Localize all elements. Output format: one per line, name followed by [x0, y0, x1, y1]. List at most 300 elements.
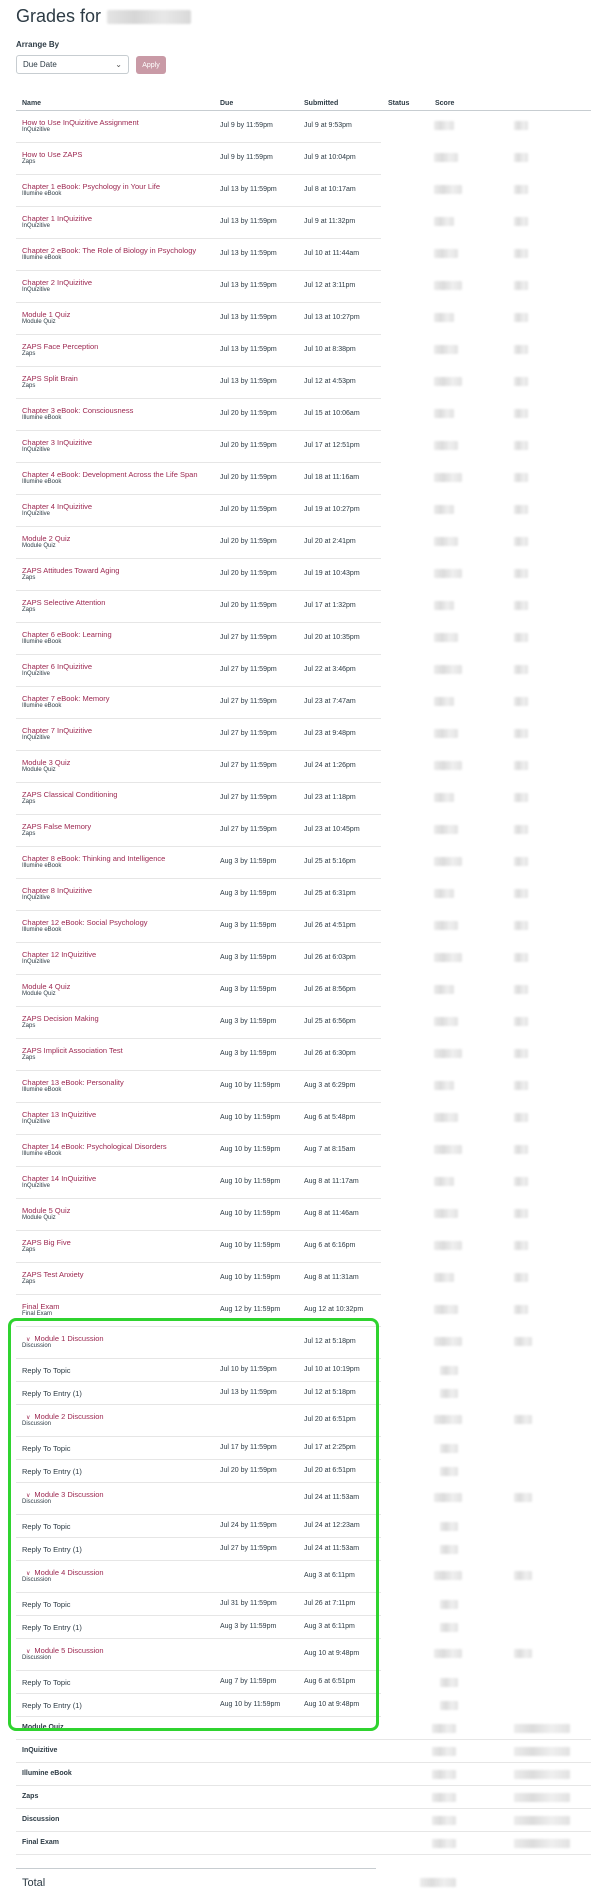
score-redacted — [440, 1444, 458, 1453]
assignment-link[interactable]: ZAPS Big Five — [22, 1238, 71, 1247]
submitted-date: Jul 26 at 8:56pm — [304, 986, 356, 993]
discussion-row — [16, 1639, 381, 1671]
column-header-score[interactable]: Score — [435, 100, 455, 107]
score-detail-redacted — [514, 1571, 532, 1580]
column-header-name[interactable]: Name — [22, 100, 42, 107]
assignment-link[interactable]: Module 5 Quiz — [22, 1206, 71, 1215]
discussion-link[interactable]: Module 2 Discussion — [34, 1412, 104, 1421]
due-date: Jul 13 by 11:59pm — [220, 186, 277, 193]
chevron-down-icon: ∨ — [26, 1571, 31, 1577]
assignment-row — [16, 847, 381, 879]
score-detail-redacted — [514, 313, 528, 322]
assignment-row — [16, 463, 381, 495]
submitted-date: Jul 12 at 5:18pm — [304, 1338, 356, 1345]
score-detail-redacted — [514, 761, 528, 770]
score-detail-redacted — [514, 1209, 528, 1218]
assignment-link[interactable]: Module 1 Quiz — [22, 310, 71, 319]
assignment-row — [16, 591, 381, 623]
chevron-down-icon: ∨ — [26, 1415, 31, 1421]
score-redacted — [434, 409, 454, 418]
score-detail-redacted — [514, 1145, 528, 1154]
assignment-type: Zaps — [22, 159, 36, 165]
score-redacted — [434, 953, 462, 962]
chevron-down-icon: ∨ — [26, 1493, 31, 1499]
column-header-submitted[interactable]: Submitted — [304, 100, 339, 107]
group-total-row — [16, 1717, 591, 1740]
due-date: Jul 13 by 11:59pm — [220, 346, 277, 353]
submitted-date: Aug 8 at 11:31am — [304, 1274, 359, 1281]
submitted-date: Jul 26 at 7:11pm — [304, 1600, 356, 1607]
group-score-redacted — [432, 1724, 456, 1733]
group-name: InQuizitive — [22, 1747, 58, 1754]
assignment-link[interactable]: Chapter 3 InQuizitive — [22, 438, 93, 447]
submitted-date: Aug 6 at 6:16pm — [304, 1242, 356, 1249]
assignment-type: InQuizitive — [22, 223, 51, 229]
arrange-by-label: Arrange By — [16, 40, 60, 49]
discussion-link[interactable]: Module 4 Discussion — [34, 1568, 104, 1577]
score-detail-redacted — [514, 1649, 532, 1658]
group-total-row — [16, 1786, 591, 1809]
score-redacted — [434, 377, 462, 386]
score-detail-redacted — [514, 1305, 528, 1314]
due-date: Jul 27 by 11:59pm — [220, 762, 277, 769]
due-date: Jul 27 by 11:59pm — [220, 826, 277, 833]
assignment-type: Zaps — [22, 799, 36, 805]
column-header-status[interactable]: Status — [388, 100, 410, 107]
due-date: Jul 20 by 11:59pm — [220, 410, 277, 417]
score-detail-redacted — [514, 441, 528, 450]
assignment-type: InQuizitive — [22, 959, 51, 965]
assignment-row — [16, 143, 381, 175]
score-redacted — [434, 889, 454, 898]
score-detail-redacted — [514, 665, 528, 674]
submitted-date: Jul 24 at 11:53am — [304, 1494, 360, 1501]
score-redacted — [440, 1522, 458, 1531]
score-detail-redacted — [514, 729, 528, 738]
discussion-row — [16, 1561, 381, 1593]
due-date: Jul 13 by 11:59pm — [220, 218, 277, 225]
assignment-link[interactable]: Chapter 12 eBook: Social Psychology — [22, 918, 148, 927]
discussion-entry-row — [16, 1437, 381, 1460]
discussion-entry-row — [16, 1515, 381, 1538]
score-redacted — [434, 217, 454, 226]
chevron-down-icon: ∨ — [26, 1337, 31, 1343]
submitted-date: Jul 24 at 11:53am — [304, 1545, 360, 1552]
discussion-toggle[interactable] — [26, 1568, 104, 1577]
due-date: Jul 13 by 11:59pm — [220, 282, 277, 289]
submitted-date: Jul 9 at 11:32pm — [304, 218, 356, 225]
discussion-toggle[interactable] — [26, 1646, 104, 1655]
submitted-date: Jul 9 at 9:53pm — [304, 122, 352, 129]
score-redacted — [434, 569, 462, 578]
due-date: Aug 3 by 11:59pm — [220, 890, 277, 897]
score-detail-redacted — [514, 1415, 532, 1424]
entry-label: Reply To Entry (1) — [22, 1545, 82, 1554]
score-detail-redacted — [514, 1241, 528, 1250]
due-date: Jul 9 by 11:59pm — [220, 122, 273, 129]
score-detail-redacted — [514, 953, 528, 962]
assignment-link[interactable]: ZAPS Decision Making — [22, 1014, 99, 1023]
assignment-type: InQuizitive — [22, 671, 51, 677]
group-percent-redacted — [514, 1724, 570, 1733]
score-detail-redacted — [514, 1049, 528, 1058]
group-name: Zaps — [22, 1793, 39, 1800]
submitted-date: Jul 24 at 1:26pm — [304, 762, 356, 769]
assignment-row — [16, 1007, 381, 1039]
assignment-row — [16, 495, 381, 527]
assignment-row — [16, 911, 381, 943]
page-title-text: Grades for — [16, 6, 102, 26]
score-redacted — [434, 345, 458, 354]
discussion-toggle[interactable] — [26, 1412, 104, 1421]
due-date: Jul 9 by 11:59pm — [220, 154, 273, 161]
assignment-row — [16, 1103, 381, 1135]
submitted-date: Jul 20 at 6:51pm — [304, 1467, 356, 1474]
due-date: Jul 13 by 11:59pm — [220, 250, 277, 257]
table-body — [16, 111, 591, 1717]
score-redacted — [434, 1209, 458, 1218]
submitted-date: Jul 23 at 7:47am — [304, 698, 356, 705]
assignment-type: Module Quiz — [22, 767, 56, 773]
assignment-link[interactable]: Chapter 6 InQuizitive — [22, 662, 93, 671]
assignment-link[interactable]: Final Exam — [22, 1302, 60, 1311]
due-date: Jul 24 by 11:59pm — [220, 1522, 277, 1529]
assignment-type: Zaps — [22, 1247, 36, 1253]
assignment-row — [16, 1135, 381, 1167]
entry-label: Reply To Topic — [22, 1600, 71, 1609]
submitted-date: Jul 25 at 6:31pm — [304, 890, 356, 897]
entry-label: Reply To Entry (1) — [22, 1467, 82, 1476]
group-total-row — [16, 1809, 591, 1832]
submitted-date: Jul 26 at 6:30pm — [304, 1050, 356, 1057]
due-date: Jul 20 by 11:59pm — [220, 570, 277, 577]
assignment-type: Illumine eBook — [22, 191, 62, 197]
submitted-date: Jul 13 at 10:27pm — [304, 314, 360, 321]
assignment-row — [16, 559, 381, 591]
page-title — [16, 6, 191, 27]
discussion-link[interactable]: Module 5 Discussion — [34, 1646, 104, 1655]
score-detail-redacted — [514, 793, 528, 802]
assignment-type: Module Quiz — [22, 1215, 56, 1221]
submitted-date: Jul 10 at 8:38pm — [304, 346, 356, 353]
chevron-down-icon: ∨ — [26, 1649, 31, 1655]
due-date: Aug 3 by 11:59pm — [220, 1623, 277, 1630]
due-date: Jul 13 by 11:59pm — [220, 378, 277, 385]
assignment-type: Zaps — [22, 1279, 36, 1285]
due-date: Aug 12 by 11:59pm — [220, 1306, 281, 1313]
assignment-link[interactable]: Chapter 12 InQuizitive — [22, 950, 97, 959]
score-redacted — [434, 921, 458, 930]
assignment-type: Discussion — [22, 1421, 52, 1427]
score-redacted — [434, 505, 454, 514]
assignment-row — [16, 719, 381, 751]
submitted-date: Aug 6 at 5:48pm — [304, 1114, 356, 1121]
discussion-entry-row — [16, 1538, 381, 1561]
due-date: Jul 20 by 11:59pm — [220, 602, 277, 609]
arrange-by-value: Due Date — [23, 60, 57, 69]
score-detail-redacted — [514, 185, 528, 194]
assignment-type: InQuizitive — [22, 735, 51, 741]
group-total-row — [16, 1832, 591, 1855]
entry-label: Reply To Topic — [22, 1522, 71, 1531]
score-detail-redacted — [514, 281, 528, 290]
assignment-row — [16, 431, 381, 463]
assignment-row — [16, 1199, 381, 1231]
score-redacted — [434, 1273, 454, 1282]
score-detail-redacted — [514, 1081, 528, 1090]
score-detail-redacted — [514, 1337, 532, 1346]
student-name-redacted — [107, 10, 191, 24]
score-redacted — [434, 1415, 462, 1424]
due-date: Aug 10 by 11:59pm — [220, 1210, 281, 1217]
assignment-row — [16, 303, 381, 335]
assignment-type: Illumine eBook — [22, 255, 62, 261]
group-percent-redacted — [514, 1839, 570, 1848]
submitted-date: Jul 15 at 10:06am — [304, 410, 360, 417]
assignment-link[interactable]: Chapter 14 eBook: Psychological Disorders — [22, 1142, 167, 1151]
score-redacted — [440, 1366, 458, 1375]
assignment-type: Illumine eBook — [22, 479, 62, 485]
assignment-link[interactable]: Chapter 4 eBook: Development Across the Life Span — [22, 470, 198, 479]
score-redacted — [440, 1600, 458, 1609]
submitted-date: Jul 8 at 10:17am — [304, 186, 356, 193]
discussion-entry-row — [16, 1460, 381, 1483]
score-redacted — [434, 249, 458, 258]
assignment-link[interactable]: Chapter 7 eBook: Memory — [22, 694, 110, 703]
group-total-row — [16, 1763, 591, 1786]
submitted-date: Jul 12 at 4:53pm — [304, 378, 356, 385]
assignment-link[interactable]: Chapter 3 eBook: Consciousness — [22, 406, 134, 415]
assignment-link[interactable]: ZAPS Implicit Association Test — [22, 1046, 123, 1055]
score-redacted — [434, 761, 462, 770]
due-date: Aug 3 by 11:59pm — [220, 858, 277, 865]
due-date: Aug 3 by 11:59pm — [220, 954, 277, 961]
assignment-link[interactable]: ZAPS Selective Attention — [22, 598, 106, 607]
assignment-link[interactable]: Chapter 8 InQuizitive — [22, 886, 93, 895]
score-detail-redacted — [514, 1493, 532, 1502]
score-redacted — [434, 985, 454, 994]
assignment-row — [16, 207, 381, 239]
submitted-date: Aug 6 at 6:51pm — [304, 1678, 356, 1685]
assignment-type: Illumine eBook — [22, 927, 62, 933]
assignment-type: InQuizitive — [22, 1183, 51, 1189]
assignment-link[interactable]: ZAPS Test Anxiety — [22, 1270, 84, 1279]
score-redacted — [434, 185, 462, 194]
assignment-link[interactable]: Chapter 1 InQuizitive — [22, 214, 93, 223]
due-date: Jul 17 by 11:59pm — [220, 1444, 277, 1451]
assignment-link[interactable]: ZAPS Face Perception — [22, 342, 99, 351]
assignment-link[interactable]: Module 4 Quiz — [22, 982, 71, 991]
assignment-link[interactable]: Chapter 1 eBook: Psychology in Your Life — [22, 182, 161, 191]
group-percent-redacted — [514, 1770, 570, 1779]
assignment-link[interactable]: ZAPS Split Brain — [22, 374, 78, 383]
assignment-link[interactable]: How to Use ZAPS — [22, 150, 83, 159]
discussion-row — [16, 1327, 381, 1359]
discussion-toggle[interactable] — [26, 1490, 104, 1499]
submitted-date: Jul 25 at 6:56pm — [304, 1018, 356, 1025]
score-detail-redacted — [514, 345, 528, 354]
assignment-row — [16, 975, 381, 1007]
assignment-type: Zaps — [22, 1023, 36, 1029]
assignment-type: Zaps — [22, 831, 36, 837]
group-percent-redacted — [514, 1816, 570, 1825]
assignment-link[interactable]: Chapter 4 InQuizitive — [22, 502, 93, 511]
group-score-redacted — [432, 1770, 456, 1779]
score-detail-redacted — [514, 857, 528, 866]
score-redacted — [434, 1241, 462, 1250]
due-date: Aug 3 by 11:59pm — [220, 1018, 277, 1025]
assignment-link[interactable]: Chapter 13 InQuizitive — [22, 1110, 97, 1119]
discussion-link[interactable]: Module 1 Discussion — [34, 1334, 104, 1343]
score-redacted — [434, 537, 458, 546]
submitted-date: Aug 10 at 9:48pm — [304, 1650, 360, 1657]
arrange-by-select[interactable] — [16, 55, 129, 74]
due-date: Aug 3 by 11:59pm — [220, 1050, 277, 1057]
score-detail-redacted — [514, 601, 528, 610]
assignment-type: Discussion — [22, 1655, 52, 1661]
assignment-row — [16, 367, 381, 399]
submitted-date: Jul 10 at 10:19pm — [304, 1366, 360, 1373]
score-redacted — [440, 1467, 458, 1476]
submitted-date: Jul 19 at 10:43pm — [304, 570, 360, 577]
assignment-type: Module Quiz — [22, 991, 56, 997]
due-date: Jul 20 by 11:59pm — [220, 474, 277, 481]
assignment-link[interactable]: Chapter 2 InQuizitive — [22, 278, 93, 287]
submitted-date: Jul 10 at 11:44am — [304, 250, 360, 257]
column-header-due[interactable]: Due — [220, 100, 234, 107]
submitted-date: Jul 22 at 3:46pm — [304, 666, 356, 673]
assignment-link[interactable]: Module 3 Quiz — [22, 758, 71, 767]
submitted-date: Jul 9 at 10:04pm — [304, 154, 356, 161]
assignment-row — [16, 751, 381, 783]
assignment-link[interactable]: How to Use InQuizitive Assignment — [22, 118, 139, 127]
group-score-redacted — [432, 1839, 456, 1848]
submitted-date: Jul 19 at 10:27pm — [304, 506, 360, 513]
submitted-date: Aug 8 at 11:17am — [304, 1178, 359, 1185]
submitted-date: Jul 12 at 5:18pm — [304, 1389, 356, 1396]
assignment-link[interactable]: Chapter 13 eBook: Personality — [22, 1078, 124, 1087]
score-detail-redacted — [514, 249, 528, 258]
assignment-link[interactable]: ZAPS Attitudes Toward Aging — [22, 566, 120, 575]
discussion-row — [16, 1405, 381, 1437]
score-redacted — [440, 1623, 458, 1632]
assignment-type: InQuizitive — [22, 895, 51, 901]
grades-table — [16, 97, 591, 1855]
score-detail-redacted — [514, 825, 528, 834]
assignment-group-totals — [16, 1717, 591, 1855]
score-redacted — [434, 1017, 458, 1026]
due-date: Aug 10 by 11:59pm — [220, 1082, 281, 1089]
assignment-type: Module Quiz — [22, 319, 56, 325]
due-date: Aug 3 by 11:59pm — [220, 986, 277, 993]
score-redacted — [434, 825, 458, 834]
discussion-entry-row — [16, 1382, 381, 1405]
score-detail-redacted — [514, 921, 528, 930]
discussion-entry-row — [16, 1694, 381, 1717]
score-detail-redacted — [514, 473, 528, 482]
total-score-redacted — [420, 1878, 456, 1887]
group-score-redacted — [432, 1747, 456, 1756]
assignment-row — [16, 1071, 381, 1103]
assignment-link[interactable]: Chapter 14 InQuizitive — [22, 1174, 97, 1183]
due-date: Jul 20 by 11:59pm — [220, 1467, 277, 1474]
score-redacted — [434, 281, 462, 290]
submitted-date: Jul 24 at 12:23am — [304, 1522, 360, 1529]
score-redacted — [434, 441, 458, 450]
assignment-type: InQuizitive — [22, 127, 51, 133]
assignment-link[interactable]: Chapter 6 eBook: Learning — [22, 630, 112, 639]
score-detail-redacted — [514, 121, 528, 130]
score-detail-redacted — [514, 1273, 528, 1282]
assignment-type: Illumine eBook — [22, 639, 62, 645]
assignment-type: Zaps — [22, 351, 36, 357]
discussion-link[interactable]: Module 3 Discussion — [34, 1490, 104, 1499]
assignment-row — [16, 175, 381, 207]
assignment-type: Zaps — [22, 383, 36, 389]
assignment-row — [16, 271, 381, 303]
submitted-date: Jul 23 at 1:18pm — [304, 794, 356, 801]
total-label: Total — [22, 1877, 46, 1889]
assignment-row — [16, 1295, 381, 1327]
group-name: Illumine eBook — [22, 1770, 72, 1777]
entry-label: Reply To Entry (1) — [22, 1389, 82, 1398]
due-date: Jul 27 by 11:59pm — [220, 634, 277, 641]
submitted-date: Jul 20 at 2:41pm — [304, 538, 356, 545]
assignment-type: Illumine eBook — [22, 1151, 62, 1157]
submitted-date: Aug 8 at 11:46am — [304, 1210, 359, 1217]
score-redacted — [434, 1113, 458, 1122]
assignment-link[interactable]: Module 2 Quiz — [22, 534, 71, 543]
assignment-row — [16, 1167, 381, 1199]
due-date: Jul 20 by 11:59pm — [220, 538, 277, 545]
assignment-type: Discussion — [22, 1343, 52, 1349]
score-redacted — [434, 1493, 462, 1502]
score-detail-redacted — [514, 153, 528, 162]
assignment-row — [16, 1231, 381, 1263]
score-redacted — [434, 793, 454, 802]
chevron-down-icon: ⌄ — [115, 60, 122, 69]
submitted-date: Aug 12 at 10:32pm — [304, 1306, 364, 1313]
assignment-type: Zaps — [22, 575, 36, 581]
assignment-row — [16, 335, 381, 367]
assignment-type: Illumine eBook — [22, 703, 62, 709]
score-redacted — [434, 697, 454, 706]
discussion-toggle[interactable] — [26, 1334, 104, 1343]
assignment-link[interactable]: Chapter 7 InQuizitive — [22, 726, 93, 735]
score-redacted — [434, 633, 458, 642]
due-date: Jul 31 by 11:59pm — [220, 1600, 277, 1607]
assignment-type: InQuizitive — [22, 1119, 51, 1125]
assignment-link[interactable]: ZAPS Classical Conditioning — [22, 790, 118, 799]
assignment-row — [16, 111, 381, 143]
assignment-link[interactable]: Chapter 8 eBook: Thinking and Intelligence — [22, 854, 166, 863]
assignment-link[interactable]: ZAPS False Memory — [22, 822, 92, 831]
entry-label: Reply To Topic — [22, 1678, 71, 1687]
assignment-row — [16, 687, 381, 719]
apply-button[interactable]: Apply — [136, 56, 166, 74]
submitted-date: Jul 25 at 5:16pm — [304, 858, 356, 865]
assignment-link[interactable]: Chapter 2 eBook: The Role of Biology in Psychology — [22, 246, 197, 255]
score-redacted — [440, 1389, 458, 1398]
score-detail-redacted — [514, 985, 528, 994]
assignment-type: InQuizitive — [22, 287, 51, 293]
assignment-type: Final Exam — [22, 1311, 53, 1317]
score-redacted — [434, 601, 454, 610]
discussion-entry-row — [16, 1593, 381, 1616]
assignment-row — [16, 239, 381, 271]
score-detail-redacted — [514, 505, 528, 514]
group-name: Final Exam — [22, 1839, 59, 1846]
